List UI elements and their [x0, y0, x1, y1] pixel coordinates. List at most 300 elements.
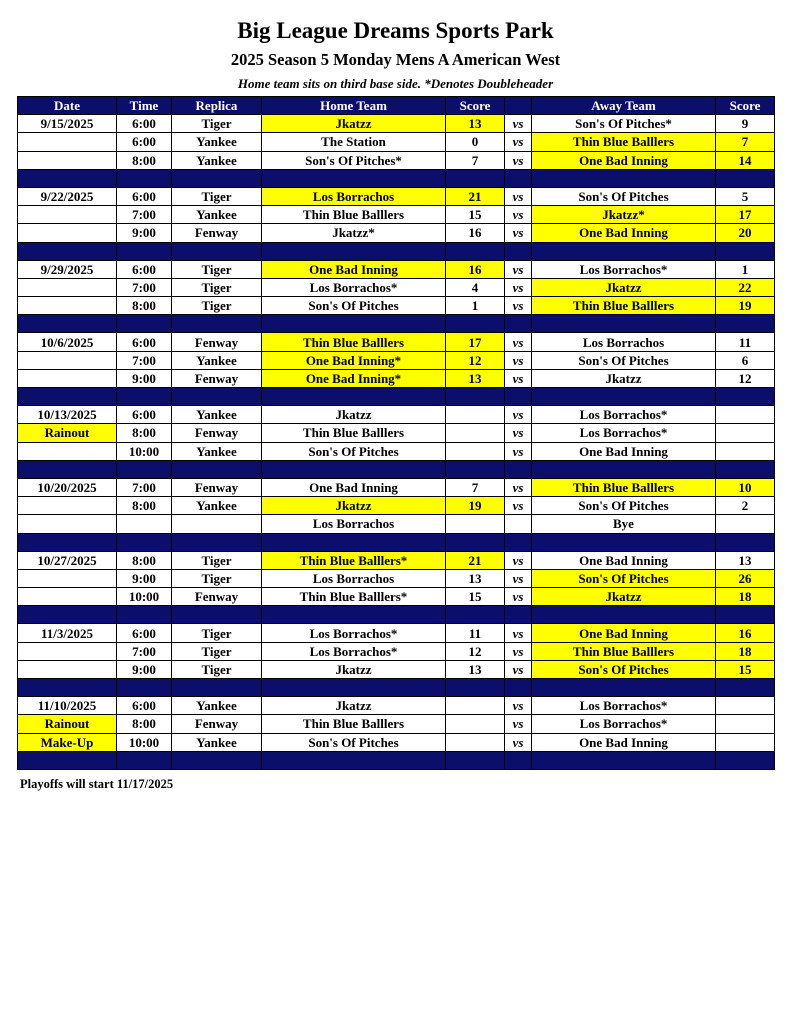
time-cell: 9:00	[117, 660, 172, 678]
separator-cell	[505, 751, 532, 769]
away-team-cell: One Bad Inning	[532, 624, 716, 642]
date-cell	[18, 442, 117, 460]
separator-cell	[505, 606, 532, 624]
home-score-cell: 16	[446, 224, 505, 242]
vs-cell	[505, 515, 532, 533]
replica-cell: Yankee	[172, 697, 262, 715]
home-score-cell	[446, 733, 505, 751]
replica-cell: Tiger	[172, 297, 262, 315]
header-row	[18, 97, 775, 115]
vs-cell: vs	[505, 133, 532, 151]
home-score-cell: 21	[446, 187, 505, 205]
game-row	[18, 660, 775, 678]
away-team-cell: Bye	[532, 515, 716, 533]
time-cell: 9:00	[117, 569, 172, 587]
game-row	[18, 297, 775, 315]
home-team-cell: Los Borrachos	[262, 515, 446, 533]
game-row	[18, 515, 775, 533]
vs-cell: vs	[505, 351, 532, 369]
date-cell	[18, 369, 117, 387]
time-cell: 9:00	[117, 224, 172, 242]
home-team-cell: Thin Blue Balllers	[262, 715, 446, 733]
away-score-cell	[716, 515, 775, 533]
away-team-cell: Jkatzz	[532, 278, 716, 296]
replica-cell: Tiger	[172, 642, 262, 660]
away-team-cell: Jkatzz	[532, 588, 716, 606]
separator-cell	[532, 679, 716, 697]
replica-cell: Yankee	[172, 497, 262, 515]
away-team-cell: One Bad Inning	[532, 551, 716, 569]
separator-cell	[18, 169, 117, 187]
date-cell	[18, 151, 117, 169]
replica-cell: Yankee	[172, 442, 262, 460]
vs-cell: vs	[505, 260, 532, 278]
away-score-cell: 18	[716, 588, 775, 606]
away-score-cell	[716, 442, 775, 460]
separator-cell	[446, 388, 505, 406]
separator-cell	[117, 169, 172, 187]
away-team-cell: One Bad Inning	[532, 151, 716, 169]
date-cell	[18, 351, 117, 369]
date-cell	[18, 660, 117, 678]
vs-cell: vs	[505, 733, 532, 751]
game-row	[18, 588, 775, 606]
away-score-cell: 6	[716, 351, 775, 369]
vs-cell: vs	[505, 497, 532, 515]
separator-cell	[262, 606, 446, 624]
time-cell: 6:00	[117, 697, 172, 715]
home-score-cell: 12	[446, 642, 505, 660]
away-score-cell: 7	[716, 133, 775, 151]
game-row	[18, 224, 775, 242]
separator-cell	[716, 315, 775, 333]
away-team-cell: One Bad Inning	[532, 442, 716, 460]
game-row	[18, 351, 775, 369]
vs-cell: vs	[505, 206, 532, 224]
col-home-team: Home Team	[262, 97, 446, 115]
home-score-cell: 11	[446, 624, 505, 642]
home-team-cell: Jkatzz	[262, 115, 446, 133]
separator-cell	[716, 460, 775, 478]
home-score-cell: 0	[446, 133, 505, 151]
time-cell: 8:00	[117, 151, 172, 169]
date-cell	[18, 497, 117, 515]
time-cell: 10:00	[117, 588, 172, 606]
home-team-cell: Jkatzz	[262, 660, 446, 678]
separator-cell	[532, 751, 716, 769]
date-cell: Make-Up	[18, 733, 117, 751]
game-row	[18, 569, 775, 587]
separator-row	[18, 388, 775, 406]
home-team-cell: Thin Blue Balllers	[262, 206, 446, 224]
separator-row	[18, 169, 775, 187]
away-score-cell	[716, 733, 775, 751]
separator-cell	[172, 169, 262, 187]
away-score-cell: 10	[716, 478, 775, 496]
away-score-cell: 12	[716, 369, 775, 387]
home-team-cell: One Bad Inning*	[262, 369, 446, 387]
date-cell	[18, 297, 117, 315]
separator-cell	[172, 315, 262, 333]
home-score-cell	[446, 442, 505, 460]
time-cell: 7:00	[117, 351, 172, 369]
time-cell: 7:00	[117, 478, 172, 496]
vs-cell: vs	[505, 406, 532, 424]
separator-cell	[262, 751, 446, 769]
separator-cell	[117, 388, 172, 406]
separator-cell	[117, 679, 172, 697]
time-cell: 9:00	[117, 369, 172, 387]
date-cell	[18, 642, 117, 660]
date-cell	[18, 206, 117, 224]
separator-cell	[532, 460, 716, 478]
time-cell: 10:00	[117, 442, 172, 460]
time-cell: 7:00	[117, 278, 172, 296]
game-row	[18, 333, 775, 351]
replica-cell: Yankee	[172, 406, 262, 424]
col-replica: Replica	[172, 97, 262, 115]
away-team-cell: Los Borrachos*	[532, 424, 716, 442]
date-cell: 11/3/2025	[18, 624, 117, 642]
vs-cell: vs	[505, 278, 532, 296]
separator-cell	[716, 388, 775, 406]
time-cell: 6:00	[117, 406, 172, 424]
away-team-cell: Los Borrachos*	[532, 406, 716, 424]
replica-cell: Yankee	[172, 133, 262, 151]
separator-row	[18, 679, 775, 697]
away-score-cell: 5	[716, 187, 775, 205]
separator-cell	[172, 679, 262, 697]
separator-cell	[18, 388, 117, 406]
vs-cell: vs	[505, 624, 532, 642]
separator-cell	[262, 388, 446, 406]
time-cell: 8:00	[117, 551, 172, 569]
game-row	[18, 551, 775, 569]
replica-cell: Fenway	[172, 588, 262, 606]
home-team-cell: One Bad Inning*	[262, 351, 446, 369]
replica-cell: Tiger	[172, 260, 262, 278]
col-away-score: Score	[716, 97, 775, 115]
away-score-cell: 2	[716, 497, 775, 515]
home-team-cell: Los Borrachos*	[262, 278, 446, 296]
separator-cell	[505, 242, 532, 260]
col-away-team: Away Team	[532, 97, 716, 115]
game-row	[18, 115, 775, 133]
date-cell: 10/27/2025	[18, 551, 117, 569]
separator-row	[18, 242, 775, 260]
home-score-cell: 19	[446, 497, 505, 515]
time-cell: 7:00	[117, 642, 172, 660]
vs-cell: vs	[505, 715, 532, 733]
separator-cell	[172, 242, 262, 260]
vs-cell: vs	[505, 442, 532, 460]
away-score-cell: 17	[716, 206, 775, 224]
separator-cell	[172, 533, 262, 551]
game-row	[18, 151, 775, 169]
home-team-cell: Los Borrachos	[262, 187, 446, 205]
vs-cell: vs	[505, 551, 532, 569]
separator-cell	[716, 242, 775, 260]
game-row	[18, 133, 775, 151]
separator-cell	[18, 460, 117, 478]
home-score-cell: 15	[446, 206, 505, 224]
game-row	[18, 278, 775, 296]
vs-cell: vs	[505, 660, 532, 678]
date-cell	[18, 515, 117, 533]
time-cell: 6:00	[117, 260, 172, 278]
home-team-cell: Los Borrachos	[262, 569, 446, 587]
separator-cell	[262, 242, 446, 260]
separator-cell	[532, 242, 716, 260]
separator-cell	[117, 460, 172, 478]
home-team-cell: Jkatzz	[262, 497, 446, 515]
date-cell	[18, 569, 117, 587]
separator-cell	[117, 315, 172, 333]
game-row	[18, 187, 775, 205]
away-team-cell: Los Borrachos*	[532, 260, 716, 278]
game-row	[18, 406, 775, 424]
game-row	[18, 642, 775, 660]
vs-cell: vs	[505, 115, 532, 133]
date-cell: 9/15/2025	[18, 115, 117, 133]
col-time: Time	[117, 97, 172, 115]
home-team-cell: Los Borrachos*	[262, 642, 446, 660]
away-team-cell: Los Borrachos	[532, 333, 716, 351]
home-team-cell: Thin Blue Balllers*	[262, 551, 446, 569]
replica-cell: Fenway	[172, 715, 262, 733]
separator-cell	[505, 315, 532, 333]
away-team-cell: Jkatzz*	[532, 206, 716, 224]
game-row	[18, 478, 775, 496]
date-cell: 10/6/2025	[18, 333, 117, 351]
away-score-cell: 26	[716, 569, 775, 587]
time-cell: 8:00	[117, 297, 172, 315]
separator-cell	[532, 315, 716, 333]
game-row	[18, 733, 775, 751]
home-score-cell: 4	[446, 278, 505, 296]
col-home-score: Score	[446, 97, 505, 115]
away-score-cell: 18	[716, 642, 775, 660]
separator-row	[18, 533, 775, 551]
replica-cell: Tiger	[172, 660, 262, 678]
separator-cell	[716, 606, 775, 624]
separator-cell	[505, 388, 532, 406]
separator-cell	[172, 751, 262, 769]
home-team-cell: Jkatzz	[262, 697, 446, 715]
vs-cell: vs	[505, 151, 532, 169]
home-score-cell: 13	[446, 660, 505, 678]
game-row	[18, 260, 775, 278]
home-team-cell: The Station	[262, 133, 446, 151]
separator-cell	[446, 169, 505, 187]
replica-cell: Fenway	[172, 478, 262, 496]
playoffs-note: Playoffs will start 11/17/2025	[20, 777, 174, 791]
col-date: Date	[18, 97, 117, 115]
vs-cell: vs	[505, 642, 532, 660]
home-score-cell: 12	[446, 351, 505, 369]
home-score-cell	[446, 515, 505, 533]
separator-cell	[172, 388, 262, 406]
separator-cell	[505, 460, 532, 478]
schedule-body	[18, 115, 775, 770]
home-team-cell: One Bad Inning	[262, 260, 446, 278]
schedule-table	[17, 96, 775, 770]
replica-cell: Tiger	[172, 115, 262, 133]
date-cell: 11/10/2025	[18, 697, 117, 715]
date-cell	[18, 278, 117, 296]
away-team-cell: Son's Of Pitches	[532, 569, 716, 587]
date-cell	[18, 133, 117, 151]
away-team-cell: Los Borrachos*	[532, 697, 716, 715]
separator-cell	[262, 533, 446, 551]
away-team-cell: One Bad Inning	[532, 224, 716, 242]
game-row	[18, 206, 775, 224]
away-score-cell: 20	[716, 224, 775, 242]
separator-cell	[505, 169, 532, 187]
home-score-cell: 21	[446, 551, 505, 569]
game-row	[18, 697, 775, 715]
separator-cell	[262, 679, 446, 697]
date-cell	[18, 588, 117, 606]
separator-row	[18, 460, 775, 478]
separator-cell	[446, 242, 505, 260]
time-cell: 10:00	[117, 733, 172, 751]
separator-row	[18, 315, 775, 333]
separator-cell	[446, 751, 505, 769]
replica-cell	[172, 515, 262, 533]
time-cell: 7:00	[117, 206, 172, 224]
away-team-cell: Thin Blue Balllers	[532, 297, 716, 315]
separator-row	[18, 606, 775, 624]
separator-cell	[117, 533, 172, 551]
separator-cell	[117, 751, 172, 769]
replica-cell: Fenway	[172, 424, 262, 442]
home-team-cell: Jkatzz*	[262, 224, 446, 242]
separator-cell	[18, 679, 117, 697]
away-score-cell	[716, 406, 775, 424]
separator-cell	[18, 606, 117, 624]
away-team-cell: One Bad Inning	[532, 733, 716, 751]
home-score-cell: 13	[446, 369, 505, 387]
home-score-cell: 7	[446, 478, 505, 496]
home-score-cell: 17	[446, 333, 505, 351]
away-score-cell: 1	[716, 260, 775, 278]
vs-cell: vs	[505, 333, 532, 351]
home-score-cell	[446, 697, 505, 715]
home-score-cell: 13	[446, 569, 505, 587]
away-score-cell	[716, 715, 775, 733]
replica-cell: Fenway	[172, 369, 262, 387]
separator-cell	[716, 169, 775, 187]
time-cell	[117, 515, 172, 533]
home-score-cell	[446, 424, 505, 442]
separator-cell	[18, 533, 117, 551]
game-row	[18, 369, 775, 387]
home-team-cell: Los Borrachos*	[262, 624, 446, 642]
separator-cell	[18, 315, 117, 333]
away-team-cell: Son's Of Pitches	[532, 187, 716, 205]
vs-cell: vs	[505, 569, 532, 587]
separator-cell	[262, 460, 446, 478]
separator-cell	[117, 606, 172, 624]
separator-cell	[262, 315, 446, 333]
home-team-cell: One Bad Inning	[262, 478, 446, 496]
separator-cell	[716, 533, 775, 551]
home-score-cell: 13	[446, 115, 505, 133]
col-vs	[505, 97, 532, 115]
away-team-cell: Thin Blue Balllers	[532, 478, 716, 496]
separator-cell	[505, 533, 532, 551]
game-row	[18, 715, 775, 733]
time-cell: 6:00	[117, 133, 172, 151]
away-score-cell: 9	[716, 115, 775, 133]
separator-cell	[505, 679, 532, 697]
away-score-cell	[716, 697, 775, 715]
away-score-cell: 15	[716, 660, 775, 678]
time-cell: 6:00	[117, 115, 172, 133]
page-subtitle: 2025 Season 5 Monday Mens A American West	[230, 50, 561, 69]
vs-cell: vs	[505, 297, 532, 315]
replica-cell: Tiger	[172, 278, 262, 296]
home-team-cell: Son's Of Pitches	[262, 442, 446, 460]
date-cell: 10/13/2025	[18, 406, 117, 424]
home-score-cell: 15	[446, 588, 505, 606]
separator-row	[18, 751, 775, 769]
separator-cell	[446, 679, 505, 697]
replica-cell: Tiger	[172, 187, 262, 205]
home-score-cell: 1	[446, 297, 505, 315]
away-score-cell: 13	[716, 551, 775, 569]
time-cell: 6:00	[117, 333, 172, 351]
replica-cell: Yankee	[172, 351, 262, 369]
doubleheader-note: Home team sits on third base side. *Denotes Doubleheader	[237, 76, 554, 91]
away-team-cell: Son's Of Pitches	[532, 497, 716, 515]
home-score-cell	[446, 406, 505, 424]
separator-cell	[532, 388, 716, 406]
game-row	[18, 442, 775, 460]
vs-cell: vs	[505, 187, 532, 205]
home-score-cell	[446, 715, 505, 733]
away-team-cell: Jkatzz	[532, 369, 716, 387]
away-score-cell: 22	[716, 278, 775, 296]
vs-cell: vs	[505, 424, 532, 442]
separator-cell	[446, 533, 505, 551]
separator-cell	[716, 679, 775, 697]
home-team-cell: Son's Of Pitches*	[262, 151, 446, 169]
date-cell: Rainout	[18, 424, 117, 442]
home-score-cell: 7	[446, 151, 505, 169]
replica-cell: Fenway	[172, 333, 262, 351]
away-team-cell: Los Borrachos*	[532, 715, 716, 733]
replica-cell: Tiger	[172, 551, 262, 569]
away-team-cell: Son's Of Pitches	[532, 660, 716, 678]
time-cell: 6:00	[117, 624, 172, 642]
date-cell: 10/20/2025	[18, 478, 117, 496]
date-cell: 9/29/2025	[18, 260, 117, 278]
away-score-cell: 19	[716, 297, 775, 315]
replica-cell: Tiger	[172, 624, 262, 642]
time-cell: 8:00	[117, 715, 172, 733]
page-title: Big League Dreams Sports Park	[237, 18, 554, 43]
separator-cell	[172, 606, 262, 624]
away-score-cell: 14	[716, 151, 775, 169]
date-cell: Rainout	[18, 715, 117, 733]
separator-cell	[532, 533, 716, 551]
replica-cell: Yankee	[172, 151, 262, 169]
replica-cell: Tiger	[172, 569, 262, 587]
time-cell: 8:00	[117, 497, 172, 515]
vs-cell: vs	[505, 369, 532, 387]
